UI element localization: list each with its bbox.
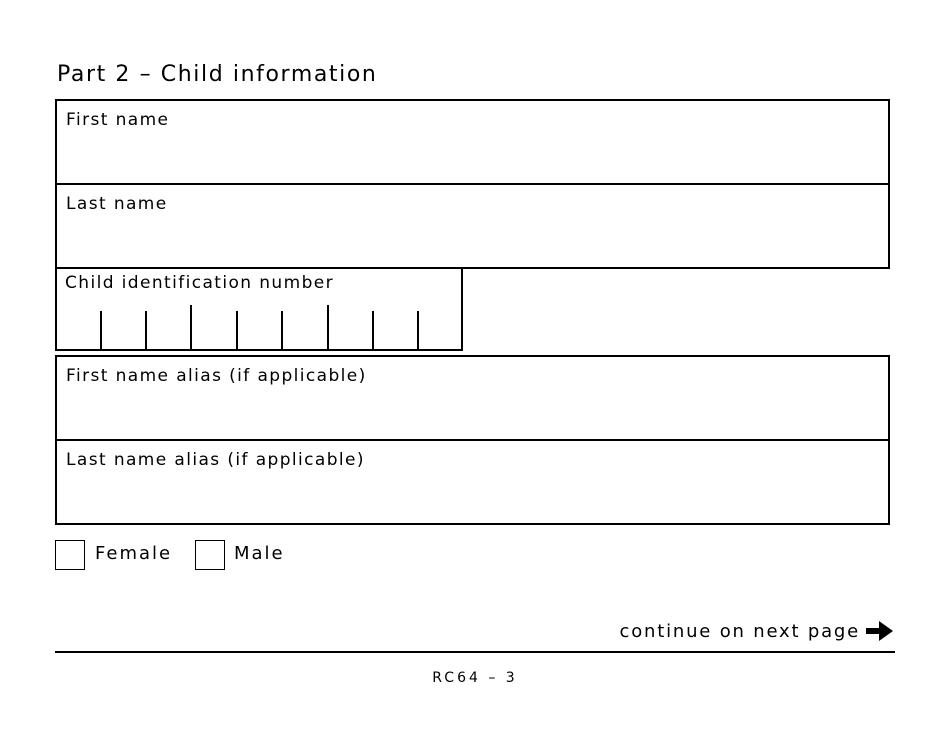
digit-separator <box>100 311 102 349</box>
section-title: Part 2 – Child information <box>57 62 378 87</box>
continue-text: continue on next page <box>619 620 860 642</box>
first-name-alias-input[interactable] <box>57 391 888 439</box>
first-name-input[interactable] <box>57 135 888 183</box>
digit-separator <box>372 311 374 349</box>
male-checkbox[interactable] <box>195 540 225 570</box>
page-footer: RC64 – 3 <box>432 670 518 686</box>
digit-separator <box>281 311 283 349</box>
male-label: Male <box>234 543 285 564</box>
first-name-field[interactable] <box>55 99 890 185</box>
child-id-field[interactable] <box>55 267 463 351</box>
continue-note <box>620 620 894 642</box>
child-id-digit-cells[interactable] <box>57 309 461 349</box>
female-label: Female <box>95 543 173 564</box>
first-name-alias-field[interactable] <box>55 355 890 441</box>
digit-separator <box>236 311 238 349</box>
digit-separator <box>417 311 419 349</box>
last-name-alias-input[interactable] <box>57 475 888 523</box>
digit-separator <box>145 311 147 349</box>
digit-separator <box>327 305 329 349</box>
last-name-field[interactable] <box>55 183 890 269</box>
first-name-label: First name <box>66 110 170 130</box>
footer-rule <box>55 651 895 653</box>
last-name-label: Last name <box>66 194 168 214</box>
last-name-input[interactable] <box>57 219 888 267</box>
first-name-alias-label: First name alias (if applicable) <box>66 366 367 386</box>
child-id-label: Child identification number <box>65 273 335 293</box>
digit-separator <box>190 305 192 349</box>
last-name-alias-label: Last name alias (if applicable) <box>66 450 365 470</box>
last-name-alias-field[interactable] <box>55 439 890 525</box>
female-checkbox[interactable] <box>55 540 85 570</box>
right-arrow-icon <box>866 620 894 642</box>
